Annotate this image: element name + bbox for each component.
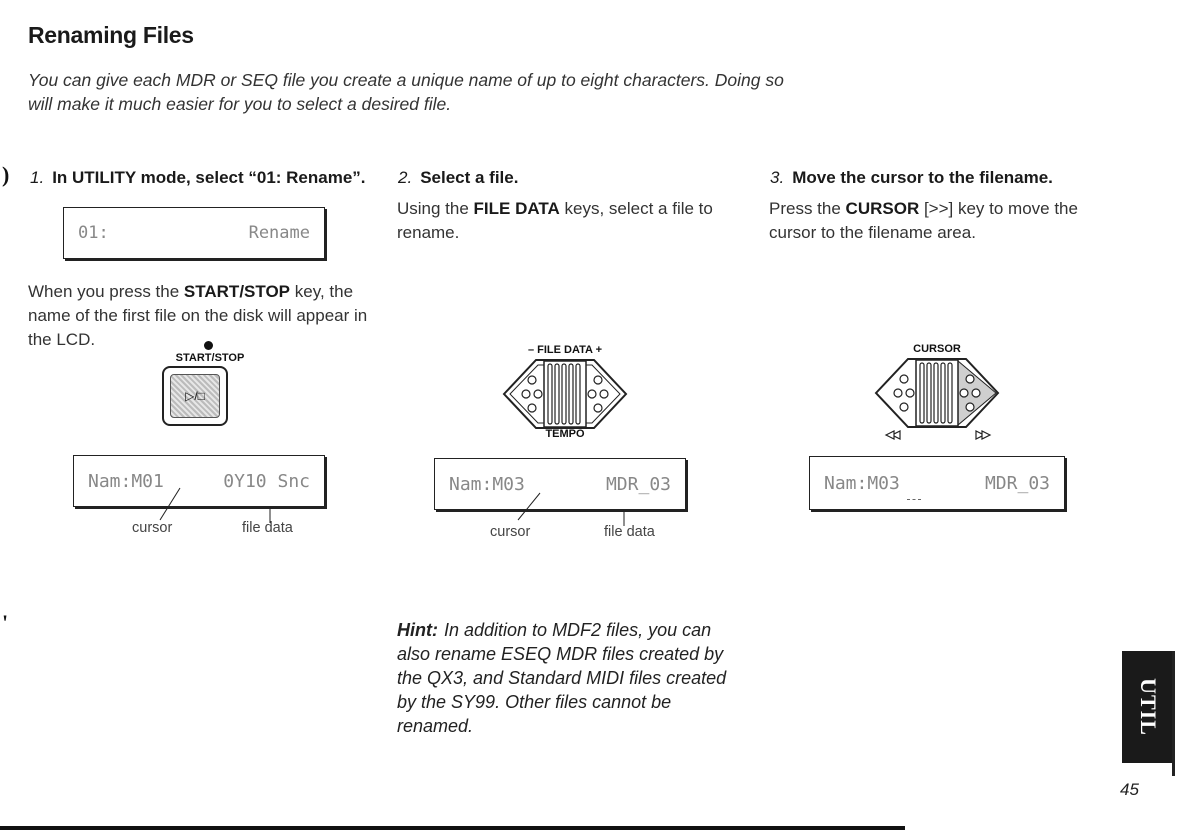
- lcd-cursor-mark: [907, 499, 921, 500]
- lcd-left: Nam:M03: [449, 473, 525, 495]
- lcd-rename: [63, 207, 325, 259]
- hint-text: In addition to MDF2 files, you can also rename ESEQ MDR files created by the QX3, and Standard MIDI files created by the SY99. Other files cannot be renamed.: [397, 620, 727, 736]
- step2-leader-lines: [490, 488, 690, 528]
- cursor-label: CURSOR: [913, 343, 961, 355]
- step1-leader-lines: [120, 485, 320, 525]
- page-number: 45: [1120, 780, 1139, 799]
- lcd-right: MDR_03: [605, 473, 671, 495]
- step2-heading: 2. Select a file.: [398, 168, 519, 187]
- margin-mark: ': [2, 610, 9, 635]
- tab-edge: [1172, 651, 1175, 776]
- caption-file-data: file data: [604, 524, 655, 540]
- bottom-rule: [0, 826, 905, 830]
- play-stop-icon: ▷/□: [185, 389, 205, 403]
- lcd-left: Nam:M03: [824, 472, 900, 494]
- hint-box: [397, 618, 747, 738]
- lcd-right: MDR_03: [984, 472, 1050, 494]
- step3-text: Press the CURSOR [>>] key to move the cursor to the filename area.: [769, 199, 1078, 242]
- step1-text: When you press the START/STOP key, the name of the first file on the disk will appear in the LCD.: [28, 282, 368, 349]
- caption-cursor: cursor: [132, 520, 173, 536]
- tempo-label: TEMPO: [545, 428, 585, 440]
- lcd-left: Nam:M01: [88, 470, 164, 492]
- step1-heading: 1. In UTILITY mode, select “01: Rename”.: [30, 168, 366, 187]
- section-tab: [1122, 651, 1174, 763]
- caption-file-data: file data: [242, 520, 293, 536]
- step2-text: Using the FILE DATA keys, select a file to rename.: [397, 199, 713, 242]
- lcd-left: 01:: [78, 223, 109, 243]
- file-data-label: – FILE DATA +: [527, 344, 603, 356]
- intro-text: You can give each MDR or SEQ file you create a unique name of up to eight characters. Doing so will make it much easier for you to select a desired file.: [28, 70, 784, 114]
- lcd-right: 0Y10 Snc: [223, 470, 310, 492]
- step3-heading: 3. Move the cursor to the filename.: [770, 168, 1053, 187]
- file-data-keys[interactable]: [500, 356, 630, 432]
- cursor-keys[interactable]: [872, 355, 1002, 445]
- lcd-filename-cursor: [809, 456, 1065, 510]
- led-dot: [204, 341, 213, 350]
- lcd-right: Rename: [248, 223, 310, 243]
- page-title: Renaming Files: [28, 22, 194, 48]
- start-stop-label: START/STOP: [175, 352, 245, 364]
- section-tab-label: UTIL: [1136, 678, 1162, 736]
- hint-label: Hint:: [397, 620, 438, 640]
- caption-cursor: cursor: [490, 524, 531, 540]
- start-stop-key[interactable]: [162, 366, 228, 426]
- margin-mark: ): [2, 162, 10, 187]
